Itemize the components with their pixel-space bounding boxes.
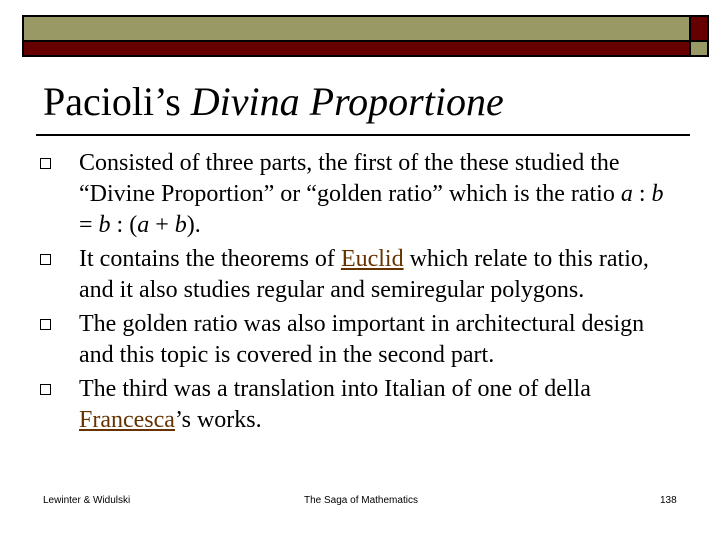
list-item [40,244,680,306]
bullet-text: b [98,212,111,238]
header-square-olive [689,40,709,57]
header-bar-olive [22,15,691,42]
slide-title [43,78,504,126]
bullet-text: ’s works. [174,407,262,433]
header-square-maroon [689,15,709,42]
hollow-square-bullet-icon [40,319,51,330]
bullet-text: : ( [110,212,138,238]
list-item [40,148,680,241]
title-text: Pacioli’s [43,79,191,124]
hyperlink[interactable]: Euclid [340,246,404,272]
list-item [40,309,680,371]
page-number: 138 [660,495,677,506]
footer-book-title: The Saga of Mathematics [304,495,418,506]
bullet-text: + [149,212,175,238]
bullet-text: ). [186,212,201,238]
footer-authors: Lewinter & Widulski [43,495,131,506]
header-bar-maroon [22,40,691,57]
hollow-square-bullet-icon [40,254,51,265]
bullet-text: which relate to this ratio, and it also studies regular and semiregular polygons. [79,246,649,303]
bullet-text: : [632,181,652,207]
bullet-text: The golden ratio was also important in architectural design and this topic is covered in the second part. [79,311,645,368]
bullet-text: The third was a translation into Italian of one of della [79,376,591,402]
bullet-text: It contains the theorems of [79,246,341,272]
bullet-list [40,148,680,439]
hollow-square-bullet-icon [40,158,51,169]
hollow-square-bullet-icon [40,384,51,395]
bullet-text: a [137,212,150,238]
title-italic: Divina Proportione [190,79,504,124]
list-item [40,374,680,436]
bullet-text: b [651,181,664,207]
hyperlink[interactable]: Francesca [79,407,175,433]
bullet-text: Consisted of three parts, the first of the these studied the “Divine Proportion” or “golden ratio” which is the ratio [79,150,621,207]
bullet-text: = [79,212,99,238]
title-divider [36,134,690,136]
bullet-text: b [174,212,187,238]
bullet-text: a [620,181,633,207]
